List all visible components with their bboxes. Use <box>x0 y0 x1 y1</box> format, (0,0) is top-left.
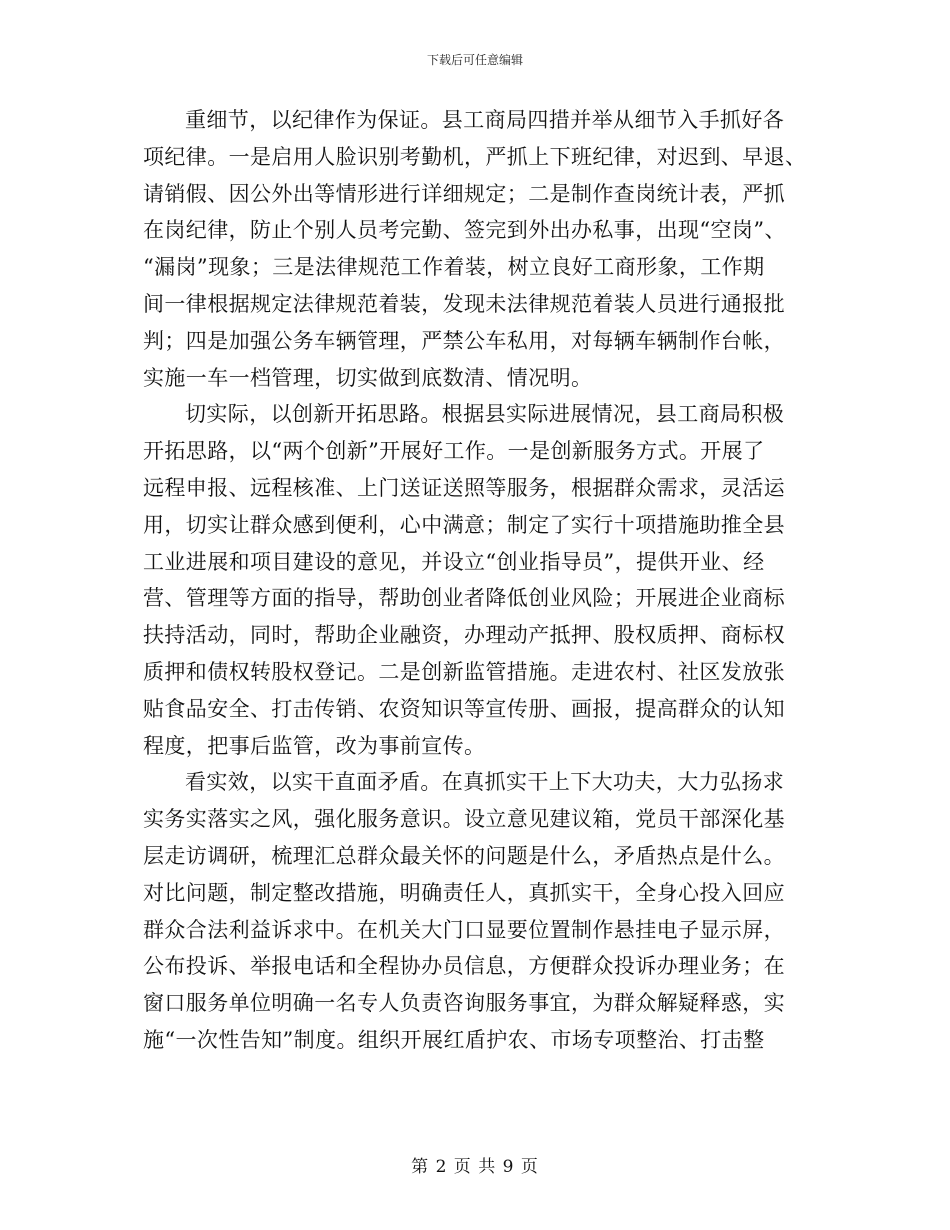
text-line: 施“一次性告知”制度。组织开展红盾护农、市场专项整治、打击整 <box>143 1027 765 1052</box>
text-line: 实施一车一档管理，切实做到底数清、情况明。 <box>143 365 593 390</box>
text-line: 看实效，以实干直面矛盾。在真抓实干上下大功夫，大力弘扬求 <box>185 770 785 795</box>
text-line: 请销假、因公外出等情形进行详细规定；二是制作查岗统计表，严抓 <box>143 181 785 206</box>
text-line: 实务实落实之风，强化服务意识。设立意见建议箱，党员干部深化基 <box>143 807 785 832</box>
text-line: 公布投诉、举报电话和全程协办员信息，方便群众投诉办理业务；在 <box>143 954 785 979</box>
text-line: 贴食品安全、打击传销、农资知识等宣传册、画报，提高群众的认知 <box>143 696 785 721</box>
page-header: 下载后可任意编辑 <box>426 53 523 67</box>
text-line: 在岗纪律，防止个别人员考完勤、签完到外出办私事，出现“空岗”、 <box>143 218 786 243</box>
text-line: 层走访调研，梳理汇总群众最关怀的问题是什么，矛盾热点是什么。 <box>143 843 785 868</box>
text-line: “漏岗”现象；三是法律规范工作着装，树立良好工商形象，工作期 <box>143 255 765 280</box>
text-line: 判；四是加强公务车辆管理，严禁公车私用，对每辆车辆制作台帐， <box>143 328 785 353</box>
text-line: 质押和债权转股权登记。二是创新监管措施。走进农村、社区发放张 <box>143 659 785 684</box>
text-line: 群众合法利益诉求中。在机关大门口显要位置制作悬挂电子显示屏， <box>143 917 785 942</box>
page-number-footer: 第 2 页 共 9 页 <box>411 1157 539 1177</box>
text-line: 切实际，以创新开拓思路。根据县实际进展情况，县工商局积极 <box>185 402 785 427</box>
text-line: 工业进展和项目建设的意见，并设立“创业指导员”，提供开业、经 <box>143 549 765 574</box>
text-line: 窗口服务单位明确一名专人负责咨询服务事宜，为群众解疑释惑，实 <box>143 991 785 1016</box>
text-line: 重细节，以纪律作为保证。县工商局四措并举从细节入手抓好各 <box>185 108 785 132</box>
text-line: 对比问题，制定整改措施，明确责任人，真抓实干，全身心投入回应 <box>143 880 785 905</box>
text-line: 扶持活动，同时，帮助企业融资，办理动产抵押、股权质押、商标权 <box>143 623 785 648</box>
document-body <box>143 102 807 1059</box>
paragraph-discipline <box>143 102 807 396</box>
text-line: 项纪律。一是启用人脸识别考勤机，严抓上下班纪律，对迟到、早退、 <box>143 144 807 169</box>
text-line: 用，切实让群众感到便利，心中满意；制定了实行十项措施助推全县 <box>143 512 785 537</box>
text-line: 间一律根据规定法律规范着装，发现未法律规范着装人员进行通报批 <box>143 291 785 316</box>
text-line: 远程申报、远程核准、上门送证送照等服务，根据群众需求，灵活运 <box>143 475 785 500</box>
paragraph-results <box>143 764 803 1058</box>
paragraph-innovation <box>143 396 803 764</box>
text-line: 程度，把事后监管，改为事前宣传。 <box>143 733 486 758</box>
text-line: 开拓思路，以“两个创新”开展好工作。一是创新服务方式。开展了 <box>143 439 765 464</box>
text-line: 营、管理等方面的指导，帮助创业者降低创业风险；开展进企业商标 <box>143 586 785 611</box>
